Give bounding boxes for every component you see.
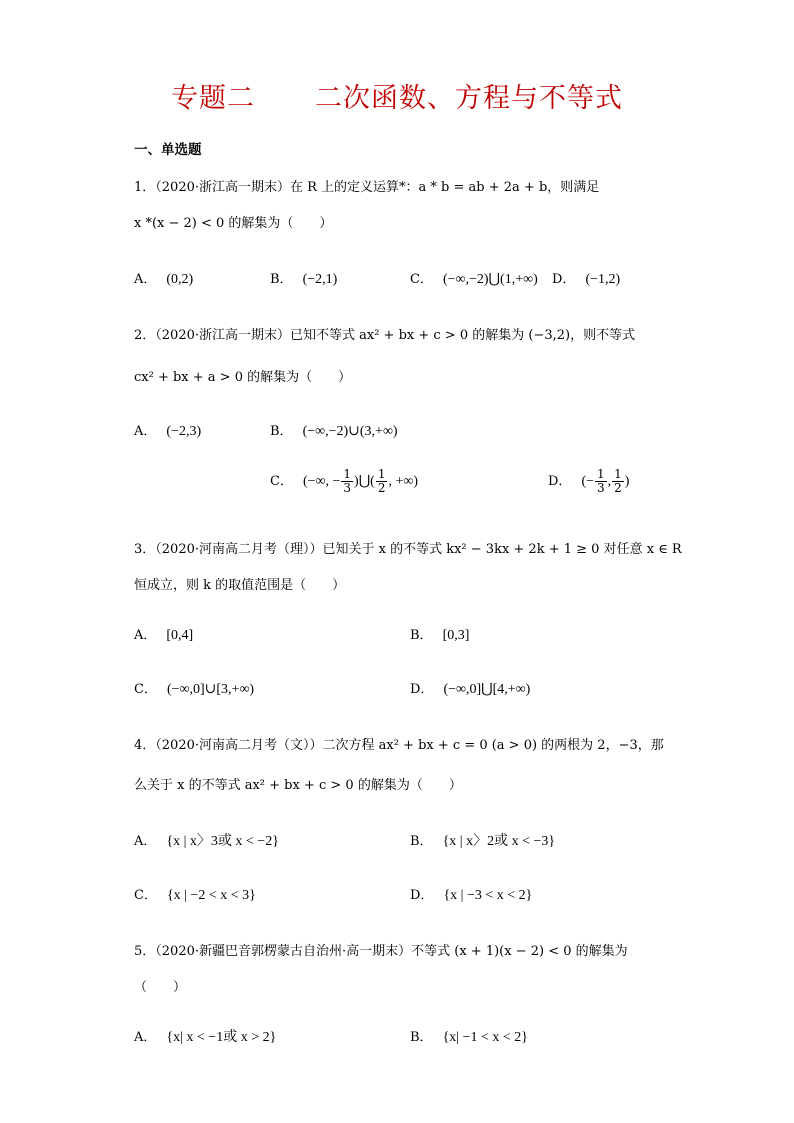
title-part2: 二次函数、方程与不等式 bbox=[315, 83, 623, 114]
q4-option-c: C． {x | −2 < x < 3} bbox=[134, 888, 256, 903]
q5-stem-line1: 5．（2020·新疆巴音郭楞蒙古自治州·高一期末）不等式 (x + 1)(x − 2) < 0 的解集为 bbox=[134, 944, 628, 959]
q3-option-a: A． [0,4] bbox=[134, 628, 194, 643]
q1-option-c: C． (−∞,−2)⋃(1,+∞) bbox=[410, 272, 538, 287]
page-title bbox=[0, 76, 794, 115]
q1-option-a: A． (0,2) bbox=[134, 272, 194, 287]
q4-stem-line1: 4．（2020·河南高二月考（文））二次方程 ax² + bx + c = 0 (a > 0) 的两根为 2，−3，那 bbox=[134, 738, 664, 753]
q4-stem-line2: 么关于 x 的不等式 ax² + bx + c > 0 的解集为（ ） bbox=[134, 778, 462, 793]
q4-option-b: B． {x | x〉2或 x < −3} bbox=[410, 834, 556, 849]
q2-option-d: D． (− $\frac{1}{3}$ , $\frac{1}{2}$ ) bbox=[548, 467, 630, 495]
q3-stem-line2: 恒成立，则 k 的取值范围是（ ） bbox=[134, 578, 346, 593]
q2-option-c: C． (−∞, − $\frac{1}{3}$ )⋃( $\frac{1}{2}$ , +∞) bbox=[270, 467, 419, 495]
q1-option-d: D． (−1,2) bbox=[552, 272, 621, 287]
q3-option-b: B． [0,3] bbox=[410, 628, 470, 643]
q1-option-b: B． (−2,1) bbox=[270, 272, 338, 287]
q1-stem-line1: 1．（2020·浙江高一期末）在 R 上的定义运算*：a * b = ab + 2a + b，则满足 bbox=[134, 180, 600, 195]
q2-stem-line2: cx² + bx + a > 0 的解集为（ ） bbox=[134, 370, 352, 385]
q1-stem-line2: x *(x − 2) < 0 的解集为（ ） bbox=[134, 216, 333, 231]
q4-option-a: A． {x | x〉3或 x < −2} bbox=[134, 834, 279, 849]
q5-option-b: B． {x| −1 < x < 2} bbox=[410, 1030, 528, 1045]
q2-option-b: B． (−∞,−2)∪(3,+∞) bbox=[270, 424, 398, 439]
q4-option-d: D． {x | −3 < x < 2} bbox=[410, 888, 533, 903]
q2-stem-line1: 2．（2020·浙江高一期末）已知不等式 ax² + bx + c > 0 的解集为 (−3,2)，则不等式 bbox=[134, 328, 636, 343]
section-heading: 一、单选题 bbox=[134, 142, 202, 158]
q5-option-a: A． {x| x < −1或 x > 2} bbox=[134, 1030, 277, 1045]
q5-stem-line2: （ ） bbox=[134, 980, 187, 995]
title-part1: 专题二 bbox=[171, 83, 255, 114]
q3-stem-line1: 3．（2020·河南高二月考（理））已知关于 x 的不等式 kx² − 3kx + 2k + 1 ≥ 0 对任意 x ∈ R bbox=[134, 542, 682, 557]
q3-option-d: D． (−∞,0]⋃[4,+∞) bbox=[410, 682, 531, 697]
q3-option-c: C． (−∞,0]∪[3,+∞) bbox=[134, 682, 255, 697]
q2-option-a: A． (−2,3) bbox=[134, 424, 202, 439]
